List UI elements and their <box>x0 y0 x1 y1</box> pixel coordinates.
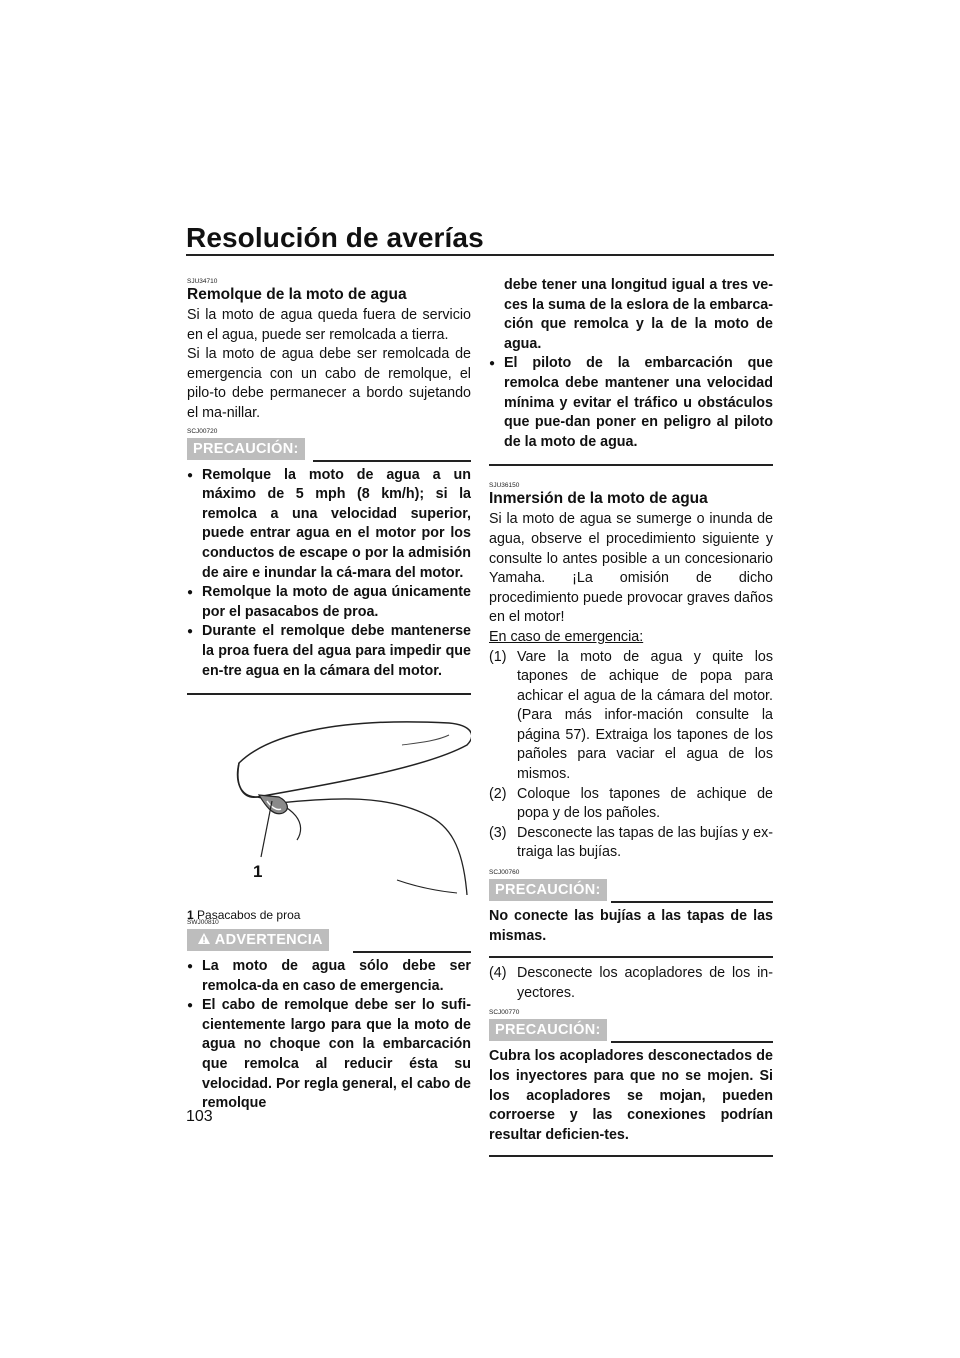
caption-text: Pasacabos de proa <box>197 907 301 922</box>
step-item <box>489 824 773 863</box>
caution-item: ● Durante el remolque debe mantenerse la proa fuera del agua para impedir que en-tre agua en la cámara del motor. <box>187 622 471 681</box>
section-code: SJU36150 <box>489 482 520 490</box>
figure-caption <box>187 906 471 926</box>
step-text: Desconecte las tapas de las bujías y ex-traiga las bujías. <box>517 824 773 861</box>
right-column <box>489 276 773 1157</box>
caution-badge: PRECAUCIÓN: <box>489 1019 607 1041</box>
step-item <box>489 964 773 1003</box>
step-item <box>489 785 773 824</box>
caution-rule <box>611 1041 773 1043</box>
warning-label: ADVERTENCIA <box>214 932 323 949</box>
paragraph: Si la moto de agua se sumerge o inunda de agua, observe el procedimiento siguiente y consulte lo antes posible a un concesionario Yamaha. ¡La omisión de dicho procedimiento puede provocar graves daños en el motor! <box>489 511 773 626</box>
title-rule <box>186 254 774 256</box>
caution-header <box>489 879 773 901</box>
paragraph: Si la moto de agua debe ser remolcada de emergencia con un cabo de remolque, el pilo-to debe permanecer a bordo sujetando el ma-nillar. <box>187 346 471 421</box>
caution-code: SCJ00770 <box>489 1009 520 1017</box>
caution-header <box>489 1019 773 1041</box>
caution-text: Cubra los acopladores desconectados de los inyectores para que no se mojen. Si los acopladores se mojan, pueden corroerse y las conexiones podrían resultar deficien-tes. <box>489 1048 773 1143</box>
warning-end-rule <box>489 464 773 466</box>
paragraph: Si la moto de agua queda fuera de servicio en el agua, puede ser remolcada a tierra. <box>187 307 471 343</box>
page-title: Resolución de averías <box>186 222 484 253</box>
warning-item: ● El piloto de la embarcación que remolca debe mantener una velocidad mínima y evitar el tráfico u obstáculos que pue-dan poner en peligro al piloto de la moto de agua. <box>489 354 773 452</box>
warning-rule <box>353 951 471 953</box>
caution-text: No conecte las bujías a las tapas de las mismas. <box>489 908 773 944</box>
section-title-towing: Remolque de la moto de agua <box>187 286 407 303</box>
caution-header <box>187 438 471 460</box>
warning-triangle-icon <box>197 932 211 945</box>
caution-code: SCJ00760 <box>489 869 520 877</box>
caution-rule <box>611 901 773 903</box>
caption-number: 1 <box>187 907 194 922</box>
warning-item: ● La moto de agua sólo debe ser remolca-da en caso de emergencia. <box>187 957 471 996</box>
page-number: 103 <box>186 1108 213 1125</box>
section-title-submersion: Inmersión de la moto de agua <box>489 490 708 508</box>
section-code: SJU34710 <box>187 278 218 285</box>
emergency-heading: En caso de emergencia: <box>489 628 644 645</box>
caution-end-rule <box>489 1155 773 1157</box>
step-text: Desconecte los acopladores de los in-yectores. <box>517 965 773 1001</box>
warning-code: SWJ00810 <box>187 919 219 927</box>
warning-item-continued: debe tener una longitud igual a tres ve-ces la suma de la eslora de la embarca-ción que remolca y la de la moto de agua. <box>504 277 773 352</box>
step-text: Coloque los tapones de achique de popa y de los pañoles. <box>517 785 773 822</box>
step-number: (2) <box>489 785 507 802</box>
warning-header <box>187 929 471 951</box>
watercraft-bow-illustration <box>187 705 471 895</box>
caution-item: ● Remolque la moto de agua a un máximo de 5 mph (8 km/h); si la remolca a una velocidad superior, puede entrar agua en el motor por los conductos de escape o por la admisión de aire e inundar la cá-mara del motor. <box>187 466 471 584</box>
figure-callout-1: 1 <box>253 862 263 882</box>
caution-code: SCJ00720 <box>187 427 218 435</box>
bow-eye-figure <box>187 705 471 922</box>
warning-item: ● El cabo de remolque debe ser lo sufi-cientemente largo para que la moto de agua no choque con la embarcación que remolca al reducir ésta su velocidad. Por regla general, el cabo de remolque <box>187 996 471 1114</box>
warning-badge <box>187 929 329 951</box>
caution-end-rule <box>489 956 773 958</box>
left-column <box>187 276 471 1114</box>
caution-item: ● Remolque la moto de agua únicamente por el pasacabos de proa. <box>187 583 471 622</box>
step-number: (1) <box>489 648 507 665</box>
caution-end-rule <box>187 693 471 695</box>
caution-badge: PRECAUCIÓN: <box>489 879 607 901</box>
step-item <box>489 648 773 785</box>
step-number: (3) <box>489 824 507 841</box>
caution-rule <box>313 460 471 462</box>
step-number: (4) <box>489 965 507 982</box>
step-text: Vare la moto de agua y quite los tapones de achique de popa para achicar el agua de la cámara del motor. (Para más infor-mación consulte la página 57). Extraiga los tapones de los pañoles para vaciar el agua de los mismos. <box>517 648 773 783</box>
caution-badge: PRECAUCIÓN: <box>187 438 305 460</box>
